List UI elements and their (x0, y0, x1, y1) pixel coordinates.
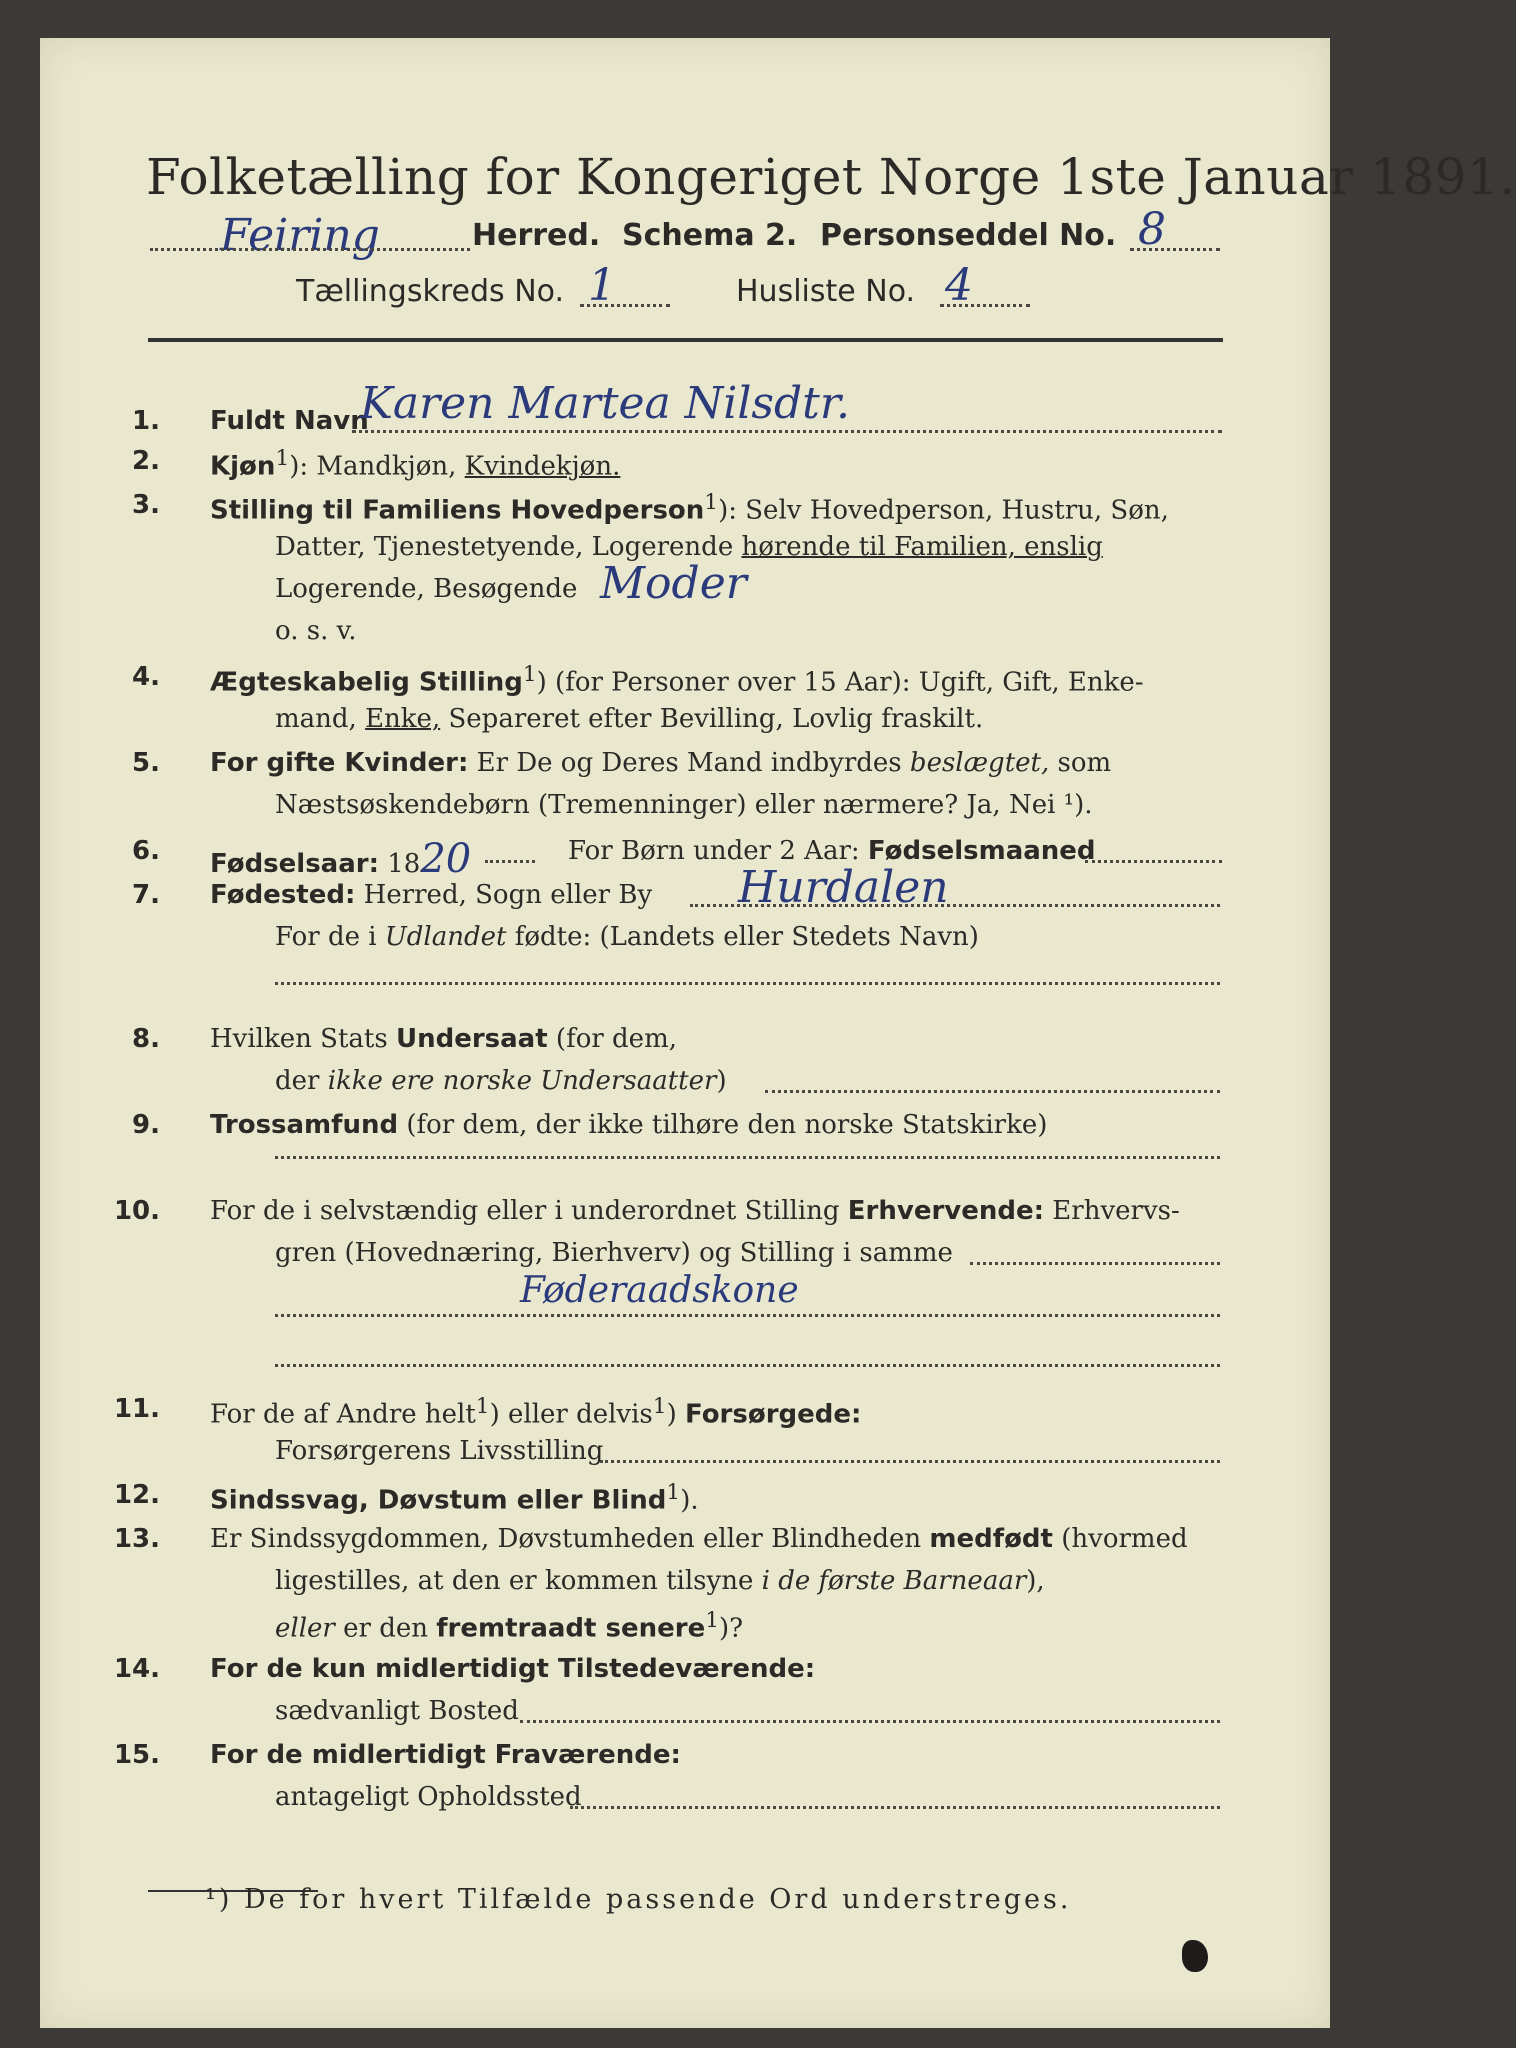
q11-label: Forsørgede: (684, 1399, 862, 1430)
q15-dotline (570, 1806, 1220, 1809)
form-title: Folketælling for Kongeriget Norge 1ste Januar 1891. (146, 148, 1516, 206)
herred-label: Herred. (472, 218, 601, 253)
q14-dotline (520, 1720, 1220, 1723)
q7-label: Fødested: (210, 880, 356, 910)
q6-label: Fødselsaar: (210, 849, 379, 879)
q10-line2: gren (Hovednæring, Bierhverv) og Stilling i samme (275, 1238, 953, 1268)
personseddel-dotline (1130, 248, 1220, 251)
binding-hole-mark (1182, 1940, 1208, 1972)
q15-label: For de midlertidigt Fraværende: (210, 1740, 681, 1770)
kreds-value: 1 (588, 260, 616, 311)
q6-label2: Fødselsmaaned (867, 836, 1096, 866)
q13-label: medfødt (929, 1524, 1053, 1554)
q2-label: Kjøn (210, 451, 276, 482)
herred-value: Feiring (220, 210, 380, 261)
q3-number: 3. (132, 490, 160, 520)
q4-line1: Ægteskabelig Stilling$^1$) (for Personer over 15 Aar): Ugift, Gift, Enke- (210, 662, 1144, 698)
kreds-label: Tællingskreds No. (296, 274, 564, 309)
q1-label: Fuldt Navn (210, 406, 369, 436)
q10-dotline (970, 1262, 1220, 1265)
q8-number: 8. (132, 1024, 160, 1054)
q5-label: For gifte Kvinder: (210, 748, 469, 778)
q9-line1: Trossamfund (for dem, der ikke tilhøre den norske Statskirke) (210, 1110, 1048, 1140)
q1-dotline (352, 430, 1222, 433)
q3-label: Stilling til Familiens Hovedperson (210, 495, 705, 526)
q14-line2: sædvanligt Bosted (275, 1696, 519, 1726)
q10-label: Erhvervende: (847, 1196, 1045, 1226)
q15-line2: antageligt Opholdssted (275, 1782, 582, 1812)
q3-line1-rest: ): Selv Hovedperson, Hustru, Søn, (718, 495, 1169, 526)
q5-line1: For gifte Kvinder: Er De og Deres Mand indbyrdes beslægtet, som (210, 748, 1112, 778)
q13-line3: eller er den fremtraadt senere$^1$)? (275, 1608, 744, 1644)
q7-line1: Fødested: Herred, Sogn eller By (210, 880, 653, 910)
q7-value: Hurdalen (738, 862, 949, 913)
q8-dotline (765, 1090, 1220, 1093)
herred-dotline (150, 248, 470, 251)
q2-sup: 1 (275, 446, 290, 471)
q1-number: 1. (132, 406, 160, 436)
q5-line2: Næstsøskendebørn (Tremenninger) eller nærmere? Ja, Nei ¹). (275, 790, 1093, 820)
q11-dotline (600, 1460, 1220, 1463)
q4-label: Ægteskabelig Stilling (210, 667, 523, 698)
footnote-text: De for hvert Tilfælde passende Ord understreges. (243, 1884, 1072, 1915)
q6-year-prefix: 18 (387, 849, 421, 879)
q4-number: 4. (132, 662, 160, 692)
schema-label: Schema 2. (622, 218, 798, 253)
q2-line (210, 446, 620, 482)
q6-line-right: For Børn under 2 Aar: Fødselsmaaned (568, 836, 1096, 866)
q9-label: Trossamfund (210, 1110, 399, 1140)
q3-underlined: hørende til Familien, enslig (741, 532, 1103, 562)
q7-number: 7. (132, 880, 160, 910)
q3-line1: Stilling til Familiens Hovedperson$^1$): Selv Hovedperson, Hustru, Søn, (210, 490, 1169, 526)
q12-line: Sindssvag, Døvstum eller Blind$^1$). (210, 1480, 699, 1516)
q14-label: For de kun midlertidigt Tilstedeværende: (210, 1654, 816, 1684)
q11-line2: Forsørgerens Livsstilling (275, 1436, 604, 1466)
q8-line1: Hvilken Stats Undersaat (for dem, (210, 1024, 677, 1054)
q12-label: Sindssvag, Døvstum eller Blind (210, 1485, 667, 1516)
q4-underlined: Enke, (365, 704, 441, 734)
q10-line1: For de i selvstændig eller i underordnet Stilling Erhvervende: Erhvervs- (210, 1196, 1180, 1226)
q3-line2: Datter, Tjenestetyende, Logerende hørende til Familien, enslig (275, 532, 1103, 562)
q10-value: Føderaadskone (520, 1270, 799, 1311)
q3-line4: o. s. v. (275, 616, 357, 646)
q8-label: Hvilken Stats (210, 1024, 388, 1054)
q2-choice: Kvindekjøn. (464, 451, 621, 482)
husliste-value: 4 (945, 260, 973, 311)
q6-line (210, 836, 471, 882)
q13-line1: Er Sindssygdommen, Døvstumheden eller Blindheden medfødt (hvormed (210, 1524, 1188, 1554)
q6-year-value: 20 (420, 836, 472, 882)
census-form-sheet (40, 38, 1516, 2028)
q5-number: 5. (132, 748, 160, 778)
q9-number: 9. (132, 1110, 160, 1140)
q7-line2: For de i Udlandet fødte: (Landets eller Stedets Navn) (275, 922, 979, 952)
husliste-label: Husliste No. (736, 274, 916, 309)
header-rule (148, 338, 1223, 342)
q7-dotline (690, 904, 1220, 907)
q12-number: 12. (113, 1480, 160, 1510)
q11-number: 11. (113, 1394, 160, 1424)
q15-number: 15. (113, 1740, 160, 1770)
personseddel-label: Personseddel No. (820, 218, 1117, 253)
q13-line2: ligestilles, at den er kommen tilsyne i de første Barneaar), (275, 1566, 1045, 1596)
q2-number: 2. (132, 446, 160, 476)
q10-dotline-2 (275, 1314, 1220, 1317)
q8-line2: der ikke ere norske Undersaatter) (275, 1066, 727, 1096)
q14-number: 14. (113, 1654, 160, 1684)
q6-number: 6. (132, 836, 160, 866)
q3-line3: Logerende, Besøgende (275, 574, 578, 604)
q2-rest: ): Mandkjøn, (289, 451, 457, 482)
q1-value: Karen Martea Nilsdtr. (360, 378, 851, 429)
q7-dotline-2 (275, 982, 1220, 985)
q10-number: 10. (113, 1196, 160, 1226)
husliste-dotline (940, 304, 1030, 307)
q10-dotline-3 (275, 1364, 1220, 1367)
q9-dotline (275, 1156, 1220, 1159)
q3-value: Moder (600, 558, 747, 609)
kreds-dotline (580, 304, 670, 307)
q13-number: 13. (113, 1524, 160, 1554)
q6-year-dotline (485, 860, 535, 863)
q6-month-dotline (1085, 860, 1222, 863)
q4-line2: mand, Enke, Separeret efter Bevilling, Lovlig fraskilt. (275, 704, 984, 734)
q11-line1: For de af Andre helt$^1$) eller delvis$^1$) Forsørgede: (210, 1394, 862, 1430)
personseddel-value: 8 (1138, 204, 1166, 255)
footnote: ¹) De for hvert Tilfælde passende Ord understreges. (205, 1884, 1072, 1915)
